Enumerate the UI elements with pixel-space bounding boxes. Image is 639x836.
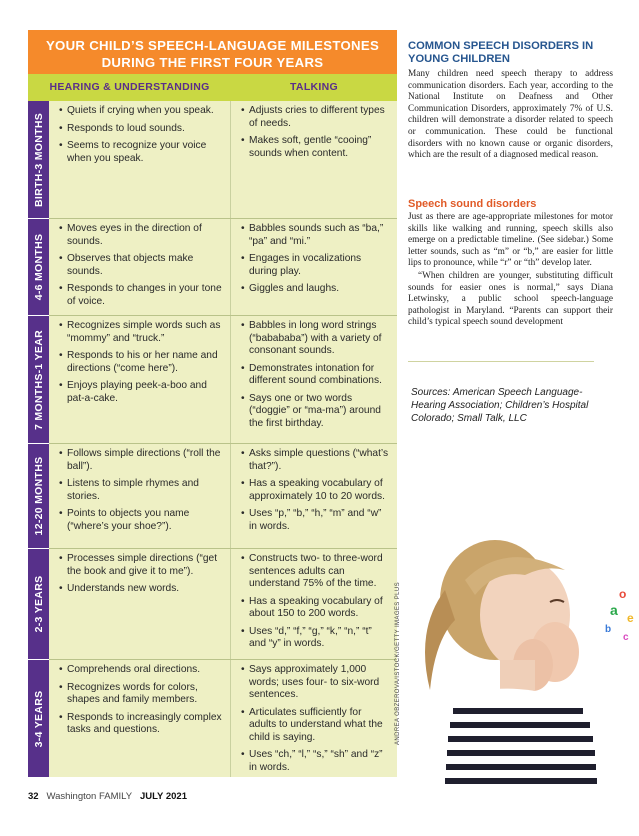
publication-name: Washington FAMILY <box>46 791 133 802</box>
list-item: • Asks simple questions (“what’s that?”). <box>241 448 391 473</box>
page-number: 32 <box>28 791 39 802</box>
talking-cell-3-4-years <box>231 660 397 777</box>
talking-cell-4-6-months <box>231 219 397 315</box>
list-item: • Responds to his or her name and directions (“come here”). <box>59 350 224 375</box>
list-item: • Says approximately 1,000 words; uses four- to six-word sentences. <box>241 664 391 702</box>
article-subhead: Speech sound disorders <box>408 198 537 210</box>
list-item: • Has a speaking vocabulary of approximately 10 to 20 words. <box>241 478 391 503</box>
list-item: • Follows simple directions (“roll the ball”). <box>59 448 224 473</box>
list-item: • Articulates sufficiently for adults to understand what the child is saying. <box>241 707 391 745</box>
svg-text:e: e <box>627 611 634 625</box>
page-footer <box>28 791 187 802</box>
hearing-cell-12-20-months <box>49 444 231 548</box>
talking-cell-2-3-years <box>231 549 397 659</box>
list-item: • Observes that objects make sounds. <box>59 253 224 278</box>
list-item: • Quiets if crying when you speak. <box>59 105 224 118</box>
list-item: • Constructs two- to three-word sentences adults can understand 75% of the time. <box>241 553 391 591</box>
list-item: • Responds to changes in your tone of voice. <box>59 283 224 308</box>
list-item: • Moves eyes in the direction of sounds. <box>59 223 224 248</box>
hearing-cell-7-months-1-year <box>49 316 231 443</box>
list-item: • Makes soft, gentle “cooing” sounds when content. <box>241 135 391 160</box>
sources-note: Sources: American Speech Language-Hearing Association; Children’s Hospital Colorado; Small Talk, LLC <box>411 387 589 424</box>
article-paragraph-2: Just as there are age-appropriate milestones for motor skills like walking and running, speech skills also emerge on a predictable timeline. (See sidebar.) Some letter sounds, such as “m” or “b,” are easier for little lips to pronounce, while “r” or “th” develop later. <box>408 212 613 269</box>
list-item: • Engages in vocalizations during play. <box>241 253 391 278</box>
svg-text:a: a <box>610 602 618 618</box>
hearing-cell-2-3-years <box>49 549 231 659</box>
article-paragraph-3: “When children are younger, substituting difficult sounds for easier ones is normal,” says Diana Letwinsky, a public school speech-language pathologist in Maryland. “Parents can support their child’s typical speech sound development <box>408 271 613 328</box>
hearing-cell-4-6-months <box>49 219 231 315</box>
list-item: • Responds to increasingly complex tasks and questions. <box>59 712 224 737</box>
talking-cell-birth-3-months <box>231 101 397 218</box>
sidebar-title-line1: YOUR CHILD’S SPEECH-LANGUAGE MILESTONES <box>45 38 380 53</box>
list-item: • Adjusts cries to different types of needs. <box>241 105 391 130</box>
list-item: • Babbles in long word strings (“babababa”) with a variety of consonant sounds. <box>241 320 391 358</box>
row-label-4-6-months: 4-6 MONTHS <box>28 219 49 315</box>
list-item: • Giggles and laughs. <box>241 283 391 296</box>
row-label-birth-3-months: BIRTH-3 MONTHS <box>28 101 49 218</box>
hearing-cell-birth-3-months <box>49 101 231 218</box>
list-item: • Recognizes simple words such as “mommy” and “truck.” <box>59 320 224 345</box>
talking-cell-12-20-months <box>231 444 397 548</box>
list-item: • Recognizes words for colors, shapes and family members. <box>59 682 224 707</box>
row-label-7-months-1-year: 7 MONTHS-1 YEAR <box>28 316 49 443</box>
column-header-talking: TALKING <box>231 74 397 101</box>
row-label-2-3-years: 2-3 YEARS <box>28 549 49 659</box>
talking-cell-7-months-1-year <box>231 316 397 443</box>
girl-photo <box>405 520 639 785</box>
sidebar-banner <box>28 30 397 74</box>
hearing-cell-3-4-years <box>49 660 231 777</box>
list-item: • Listens to simple rhymes and stories. <box>59 478 224 503</box>
sidebar-title-line2: DURING THE FIRST FOUR YEARS <box>101 55 324 70</box>
list-item: • Seems to recognize your voice when you speak. <box>59 140 224 165</box>
svg-text:c: c <box>623 632 629 643</box>
list-item: • Uses “ch,” “l,” “s,” “sh” and “z” in words. <box>241 749 391 774</box>
list-item: • Understands new words. <box>59 583 224 596</box>
divider <box>408 361 594 362</box>
list-item: • Processes simple directions (“get the book and give it to me”). <box>59 553 224 578</box>
list-item: • Uses “d,” “f,” “g,” “k,” “n,” “t” and “y” in words. <box>241 626 391 651</box>
issue-date: JULY 2021 <box>139 791 187 802</box>
list-item: • Says one or two words (“doggie” or “ma-ma”) around the first birthday. <box>241 393 391 431</box>
row-label-3-4-years: 3-4 YEARS <box>28 660 49 777</box>
list-item: • Comprehends oral directions. <box>59 664 224 677</box>
list-item: • Points to objects you name (“where’s your shoe?”). <box>59 508 224 533</box>
list-item: • Has a speaking vocabulary of about 150 to 200 words. <box>241 596 391 621</box>
column-header-hearing: HEARING & UNDERSTANDING <box>28 74 231 101</box>
photo-credit: ANDREA OBZEROVA/ISTOCK/GETTY IMAGES PLUS <box>395 581 401 745</box>
list-item: • Uses “p,” “b,” “h,” “m” and “w” in words. <box>241 508 391 533</box>
list-item: • Babbles sounds such as “ba,” “pa” and “mi.” <box>241 223 391 248</box>
svg-text:b: b <box>605 624 612 635</box>
svg-text:o: o <box>619 587 627 601</box>
article-paragraph-1: Many children need speech therapy to address communication disorders. Each year, according to the National Institute on Deafness and Other Communication Disorders, approximately 7% of U.S. children will demonstrate a disorder related to speech or communication. These could be functional disorders with no known cause or organic disorders, which are the result of a diagnosed medical reason. <box>408 69 613 161</box>
row-label-12-20-months: 12-20 MONTHS <box>28 444 49 548</box>
list-item: • Responds to loud sounds. <box>59 123 224 136</box>
list-item: • Demonstrates intonation for different sound combinations. <box>241 363 391 388</box>
article-title: COMMON SPEECH DISORDERS IN YOUNG CHILDREN <box>408 40 594 65</box>
milestones-sidebar <box>28 30 397 777</box>
list-item: • Enjoys playing peek-a-boo and pat-a-cake. <box>59 380 224 405</box>
